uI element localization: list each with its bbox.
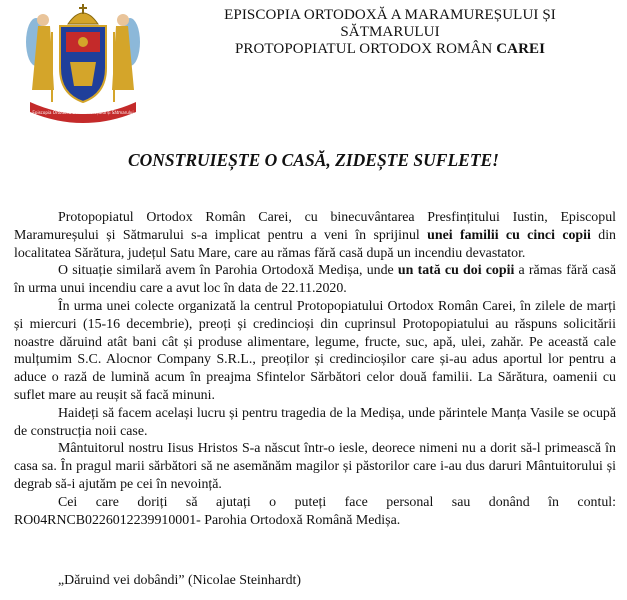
paragraph-1-text-c: din localitatea Sărătura, județul Satu Mare, care au rămas fără casă după un incendiu devastator. bbox=[14, 227, 617, 261]
paragraph-6: Cei care doriți să ajutați o puteți face personal sau donând în contul: RO04RNCB0226012239910001- Parohia Ortodoxă Română Medișa. bbox=[14, 494, 616, 528]
paragraph-5: Mântuitorul nostru Iisus Hristos S-a născut într-o iesle, deorece nimeni nu a dorit să-l primească în casa sa. În pragul marii sărbători să ne asemănăm magilor și păstorilor care i-au dus daruri Mântuitorului și degrab să-i ajutăm pe cei în nevoință. bbox=[14, 441, 616, 492]
header-line-3 bbox=[170, 41, 610, 58]
left-angel-figure bbox=[26, 14, 54, 102]
closing-quote: „Dăruind vei dobândi” (Nicolae Steinhardt) bbox=[58, 573, 301, 588]
header-line-2: SĂTMARULUI bbox=[340, 24, 440, 40]
right-angel-figure bbox=[112, 14, 140, 102]
document-header bbox=[170, 7, 610, 58]
paragraph-4: Haideți să facem același lucru și pentru tragedia de la Medișa, unde părintele Manța Vasile se ocupă de construcția noii case. bbox=[14, 405, 616, 439]
header-line-3-text: PROTOPOPIATUL ORTODOX ROMÂN bbox=[234, 41, 497, 57]
paragraph-1-bold: unei familii cu cinci copii bbox=[427, 227, 591, 243]
paragraph-2 bbox=[14, 262, 616, 298]
mitre-crown-icon bbox=[68, 4, 98, 24]
document-body bbox=[14, 209, 616, 529]
paragraph-1-text-a: Protopopiatul Ortodox Român Carei, cu binecuvântarea Presfințitului Iustin, Episcopul Maramureșului și Sătmarului s-a implicat pentru a veni în sprijinul bbox=[14, 210, 616, 243]
paragraph-2-bold: un tată cu doi copii bbox=[397, 263, 515, 279]
paragraph-1 bbox=[14, 209, 616, 262]
header-line-1: EPISCOPIA ORTODOXĂ A MARAMUREȘULUI ȘI bbox=[224, 7, 556, 23]
crest-ribbon bbox=[30, 102, 136, 123]
episcopia-crest-logo bbox=[8, 2, 158, 126]
ribbon-text: Episcopia Ortodoxă a Maramureșului și Sătmarului bbox=[32, 110, 134, 115]
paragraph-2-text-a: O situație similară avem în Parohia Ortodoxă Medișa, unde bbox=[58, 263, 398, 279]
paragraph-3: În urma unei colecte organizată la centrul Protopopiatului Ortodox Român Carei, în zilele de marți și miercuri (15-16 decembrie), preoți și credincioși din cuprinsul Protopopiatului au răspuns solicitării noastre dăruind atât bani cât și produse alimentare, legume, fructe, suc, apă, ulei, zahăr. Pe această cale mulțumim S.C. Alocnor Company S.R.L., preoților și credincioșilor care și-au adus aportul lor pentru a aduce o rază de lumină acum în preajma Sfintelor Sărbători celor două familii. La Sărătura, oamenii cu suflet mare au reușit să facă minuni. bbox=[14, 298, 616, 403]
document-title: CONSTRUIEȘTE O CASĂ, ZIDEȘTE SUFLETE! bbox=[127, 150, 499, 170]
paragraph-2-text-c: a rămas fără casă în urma unui incendiu care a avut loc în data de 22.11.2020. bbox=[14, 263, 616, 297]
header-line-3-bold: CAREI bbox=[496, 41, 546, 57]
shield-emblem bbox=[60, 26, 106, 102]
